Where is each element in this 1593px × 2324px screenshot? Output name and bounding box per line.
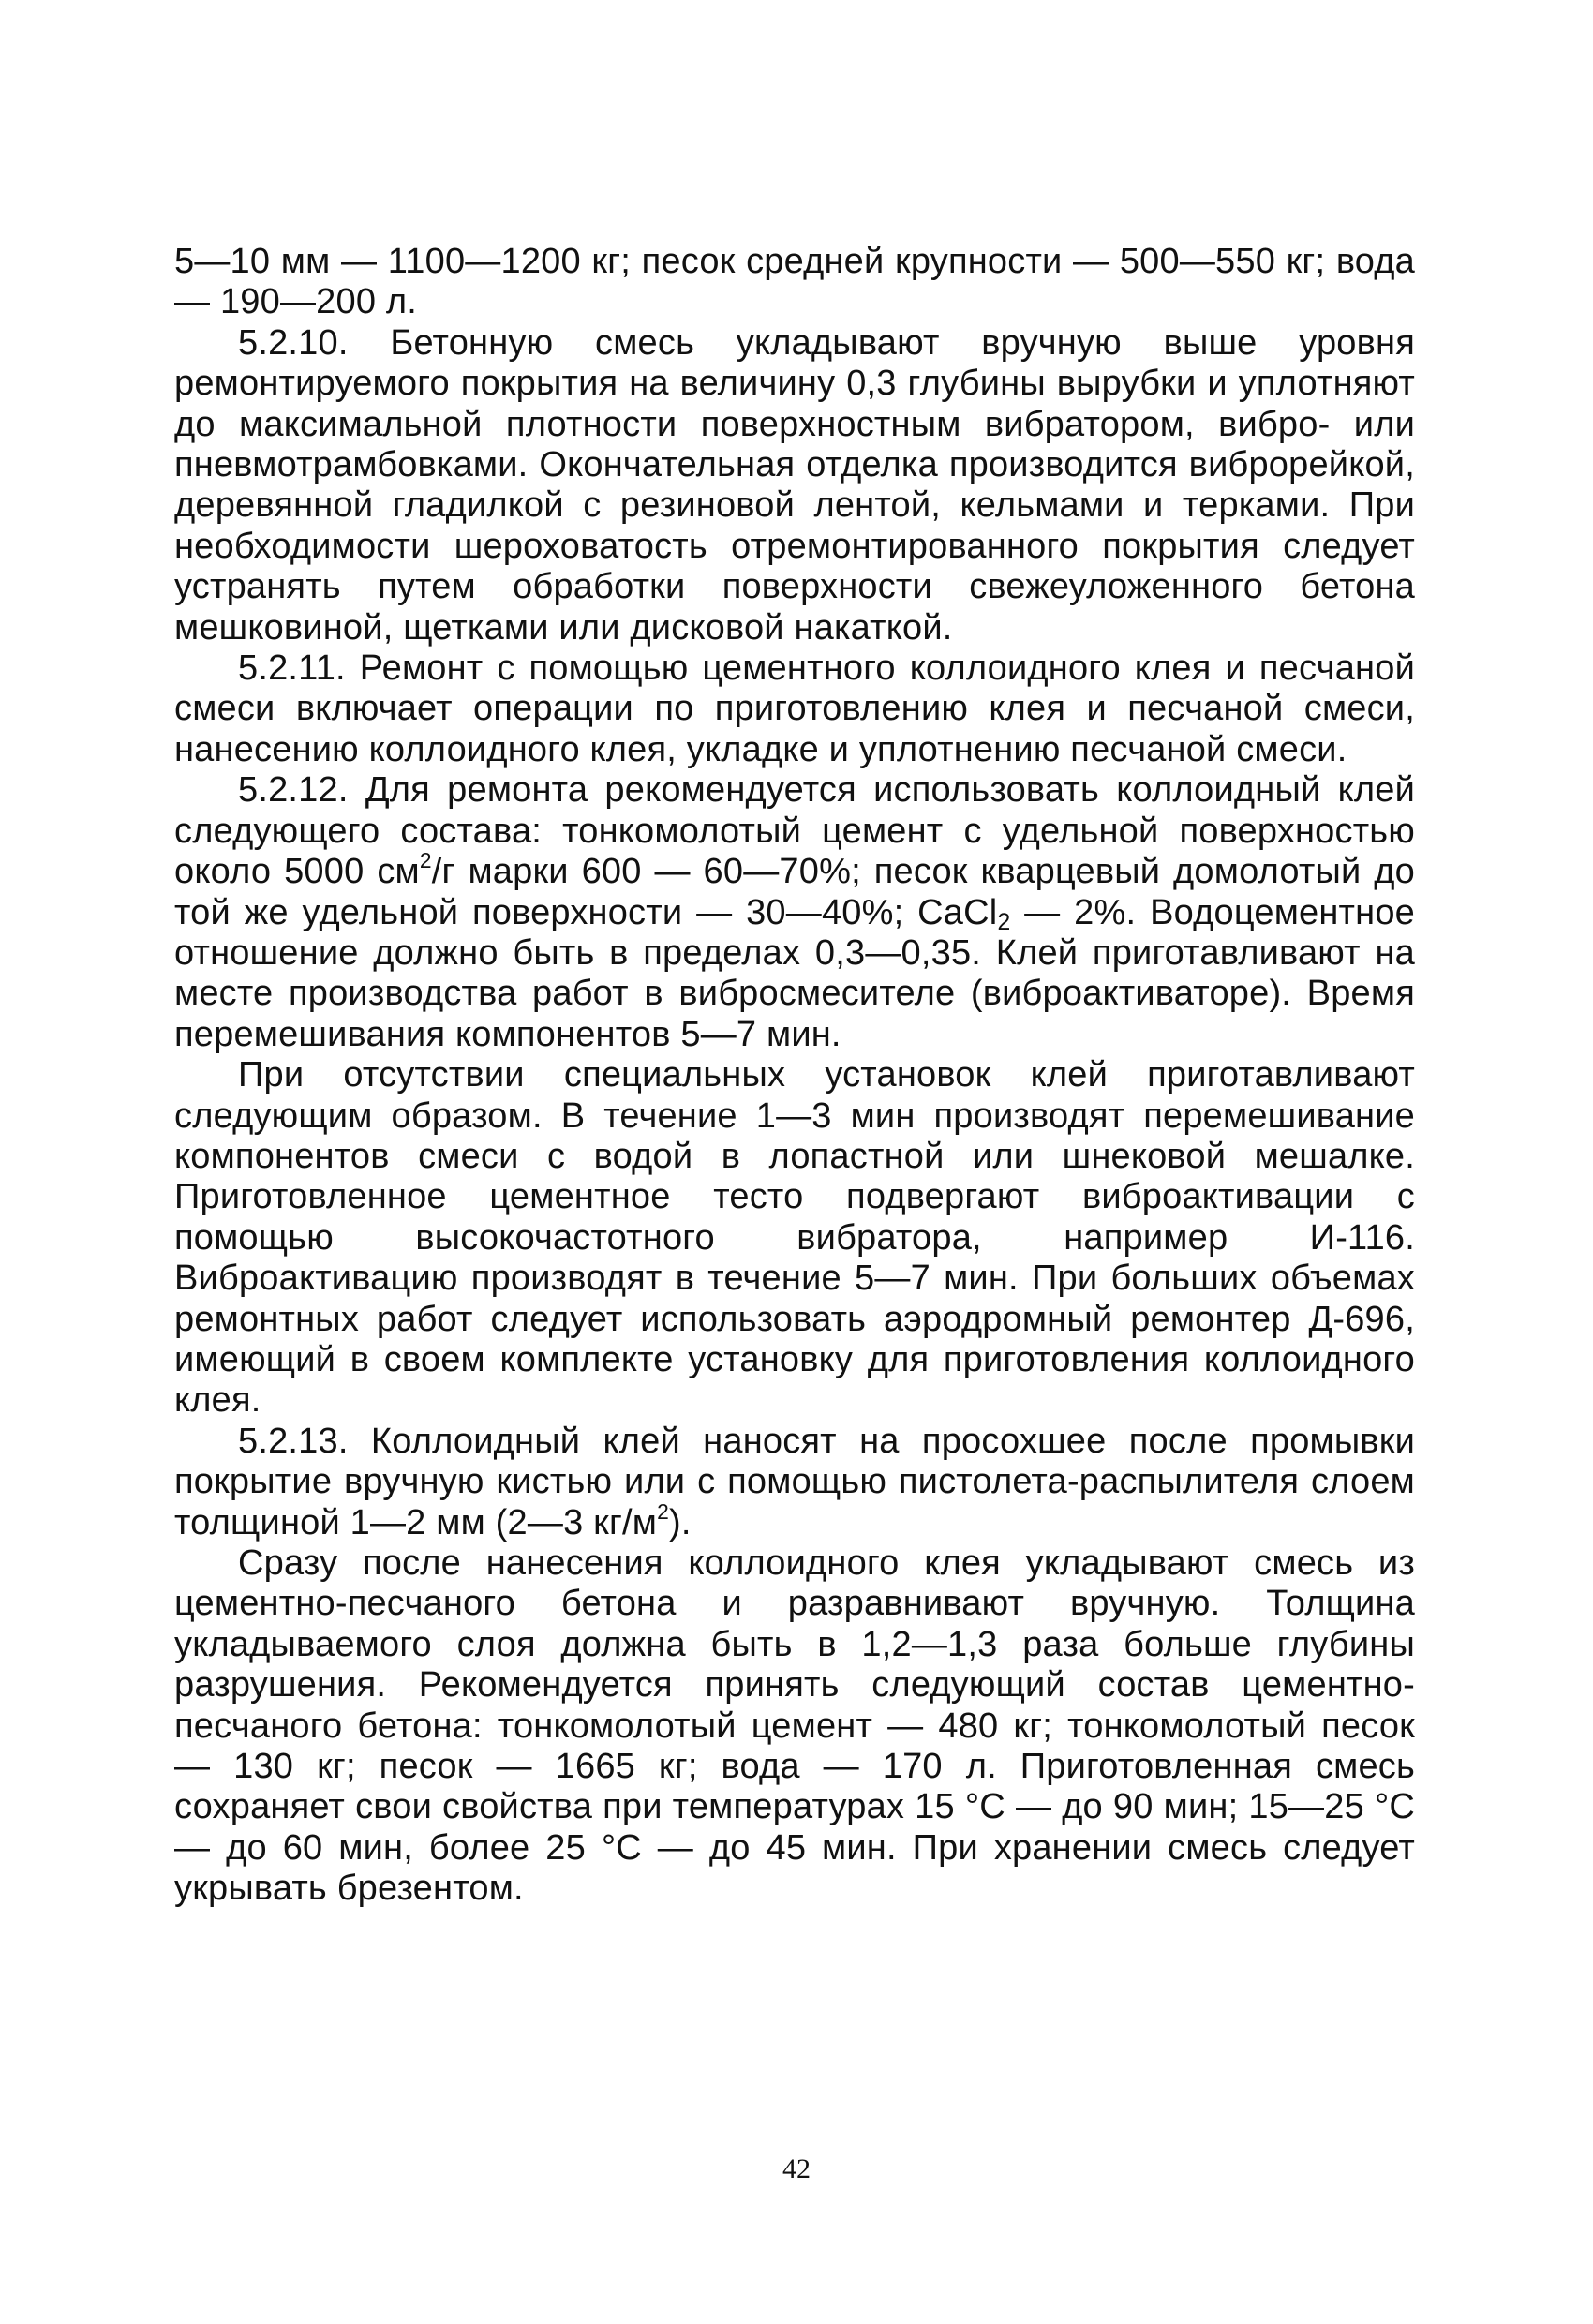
paragraph-text: 5—10 мм — 1100—1200 кг; песок средней крупности — 500—550 кг; вода — 190—200 л.	[174, 242, 1415, 322]
paragraph-text: 5.2.12. Для ремонта рекомендуется использовать коллоидный клей следующего состава: тонкомолотый цемент с удельной поверхностью около 5000 см	[174, 770, 1415, 892]
paragraph-continuation	[174, 242, 1415, 323]
subscript: 2	[997, 909, 1011, 935]
paragraph-text: 5.2.11. Ремонт с помощью цементного коллоидного клея и песчаной смеси включает операции по приготовлению клея и песчаной смеси, нанесению коллоидного клея, укладке и уплотнению песчаной смеси.	[174, 648, 1415, 769]
paragraph-5-2-11	[174, 648, 1415, 770]
paragraph-adhesive-preparation	[174, 1055, 1415, 1422]
paragraph-5-2-13	[174, 1422, 1415, 1543]
paragraph-text: Сразу после нанесения коллоидного клея укладывают смесь из цементно-песчаного бетона и разравнивают вручную. Толщина укладываемого слоя должна быть в 1,2—1,3 раза больше глубины разрушения. Рекомендуется принять следующий состав цементно-песчаного бетона: тонкомолотый цемент — 480 кг; тонкомолотый песок — 130 кг; песок — 1665 кг; вода — 170 л. Приготовленная смесь сохраняет свои свойства при температурах 15 °С — до 90 мин; 15—25 °С — до 60 мин, более 25 °С — до 45 мин. При хранении смесь следует укрывать брезентом.	[174, 1543, 1415, 1909]
paragraph-text: /г марки 600 — 60—70%; песок кварцевый домолотый до той же удельной поверхности — 30—40%; CaCl	[174, 852, 1416, 932]
superscript: 2	[657, 1498, 670, 1524]
paragraph-5-2-12	[174, 770, 1415, 1055]
paragraph-text: ).	[669, 1502, 692, 1542]
paragraph-text: 5.2.10. Бетонную смесь укладывают вручную выше уровня ремонтируемого покрытия на величину 0,3 глубины вырубки и уплотняют до максимальной плотности поверхностным вибратором, вибро- или пневмотрамбовками. Окончательная отделка производится виброрейкой, деревянной гладилкой с резиновой лентой, кельмами и терками. При необходимости шероховатость отремонтированного покрытия следует устранять путем обработки поверхности свежеуложенного бетона мешковиной, щетками или дисковой накаткой.	[174, 322, 1415, 648]
paragraph-text: — 2%. Водоцементное отношение должно быть в пределах 0,3—0,35. Клей приготавливают на месте производства работ в вибросмесителе (виброактиваторе). Время перемешивания компонентов 5—7 мин.	[174, 892, 1415, 1054]
paragraph-text: 5.2.13. Коллоидный клей наносят на просохшее после промывки покрытие вручную кистью или с помощью пистолета-распылителя слоем толщиной 1—2 мм (2—3 кг/м	[174, 1421, 1415, 1542]
superscript: 2	[419, 848, 432, 873]
paragraph-text: При отсутствии специальных установок клей приготавливают следующим образом. В течение 1—3 мин производят перемешивание компонентов смеси с водой в лопастной или шнековой мешалке. Приготовленное цементное тесто подвергают виброактивации с помощью высокочастотного вибратора, например И-116. Виброактивацию производят в течение 5—7 мин. При больших объемах ремонтных работ следует использовать аэродромный ремонтер Д-696, имеющий в своем комплекте установку для приготовления коллоидного клея.	[174, 1055, 1415, 1421]
page-body	[174, 242, 1415, 1910]
paragraph-mix-placement	[174, 1543, 1415, 1910]
paragraph-5-2-10	[174, 323, 1415, 648]
page-number: 42	[782, 2153, 811, 2184]
